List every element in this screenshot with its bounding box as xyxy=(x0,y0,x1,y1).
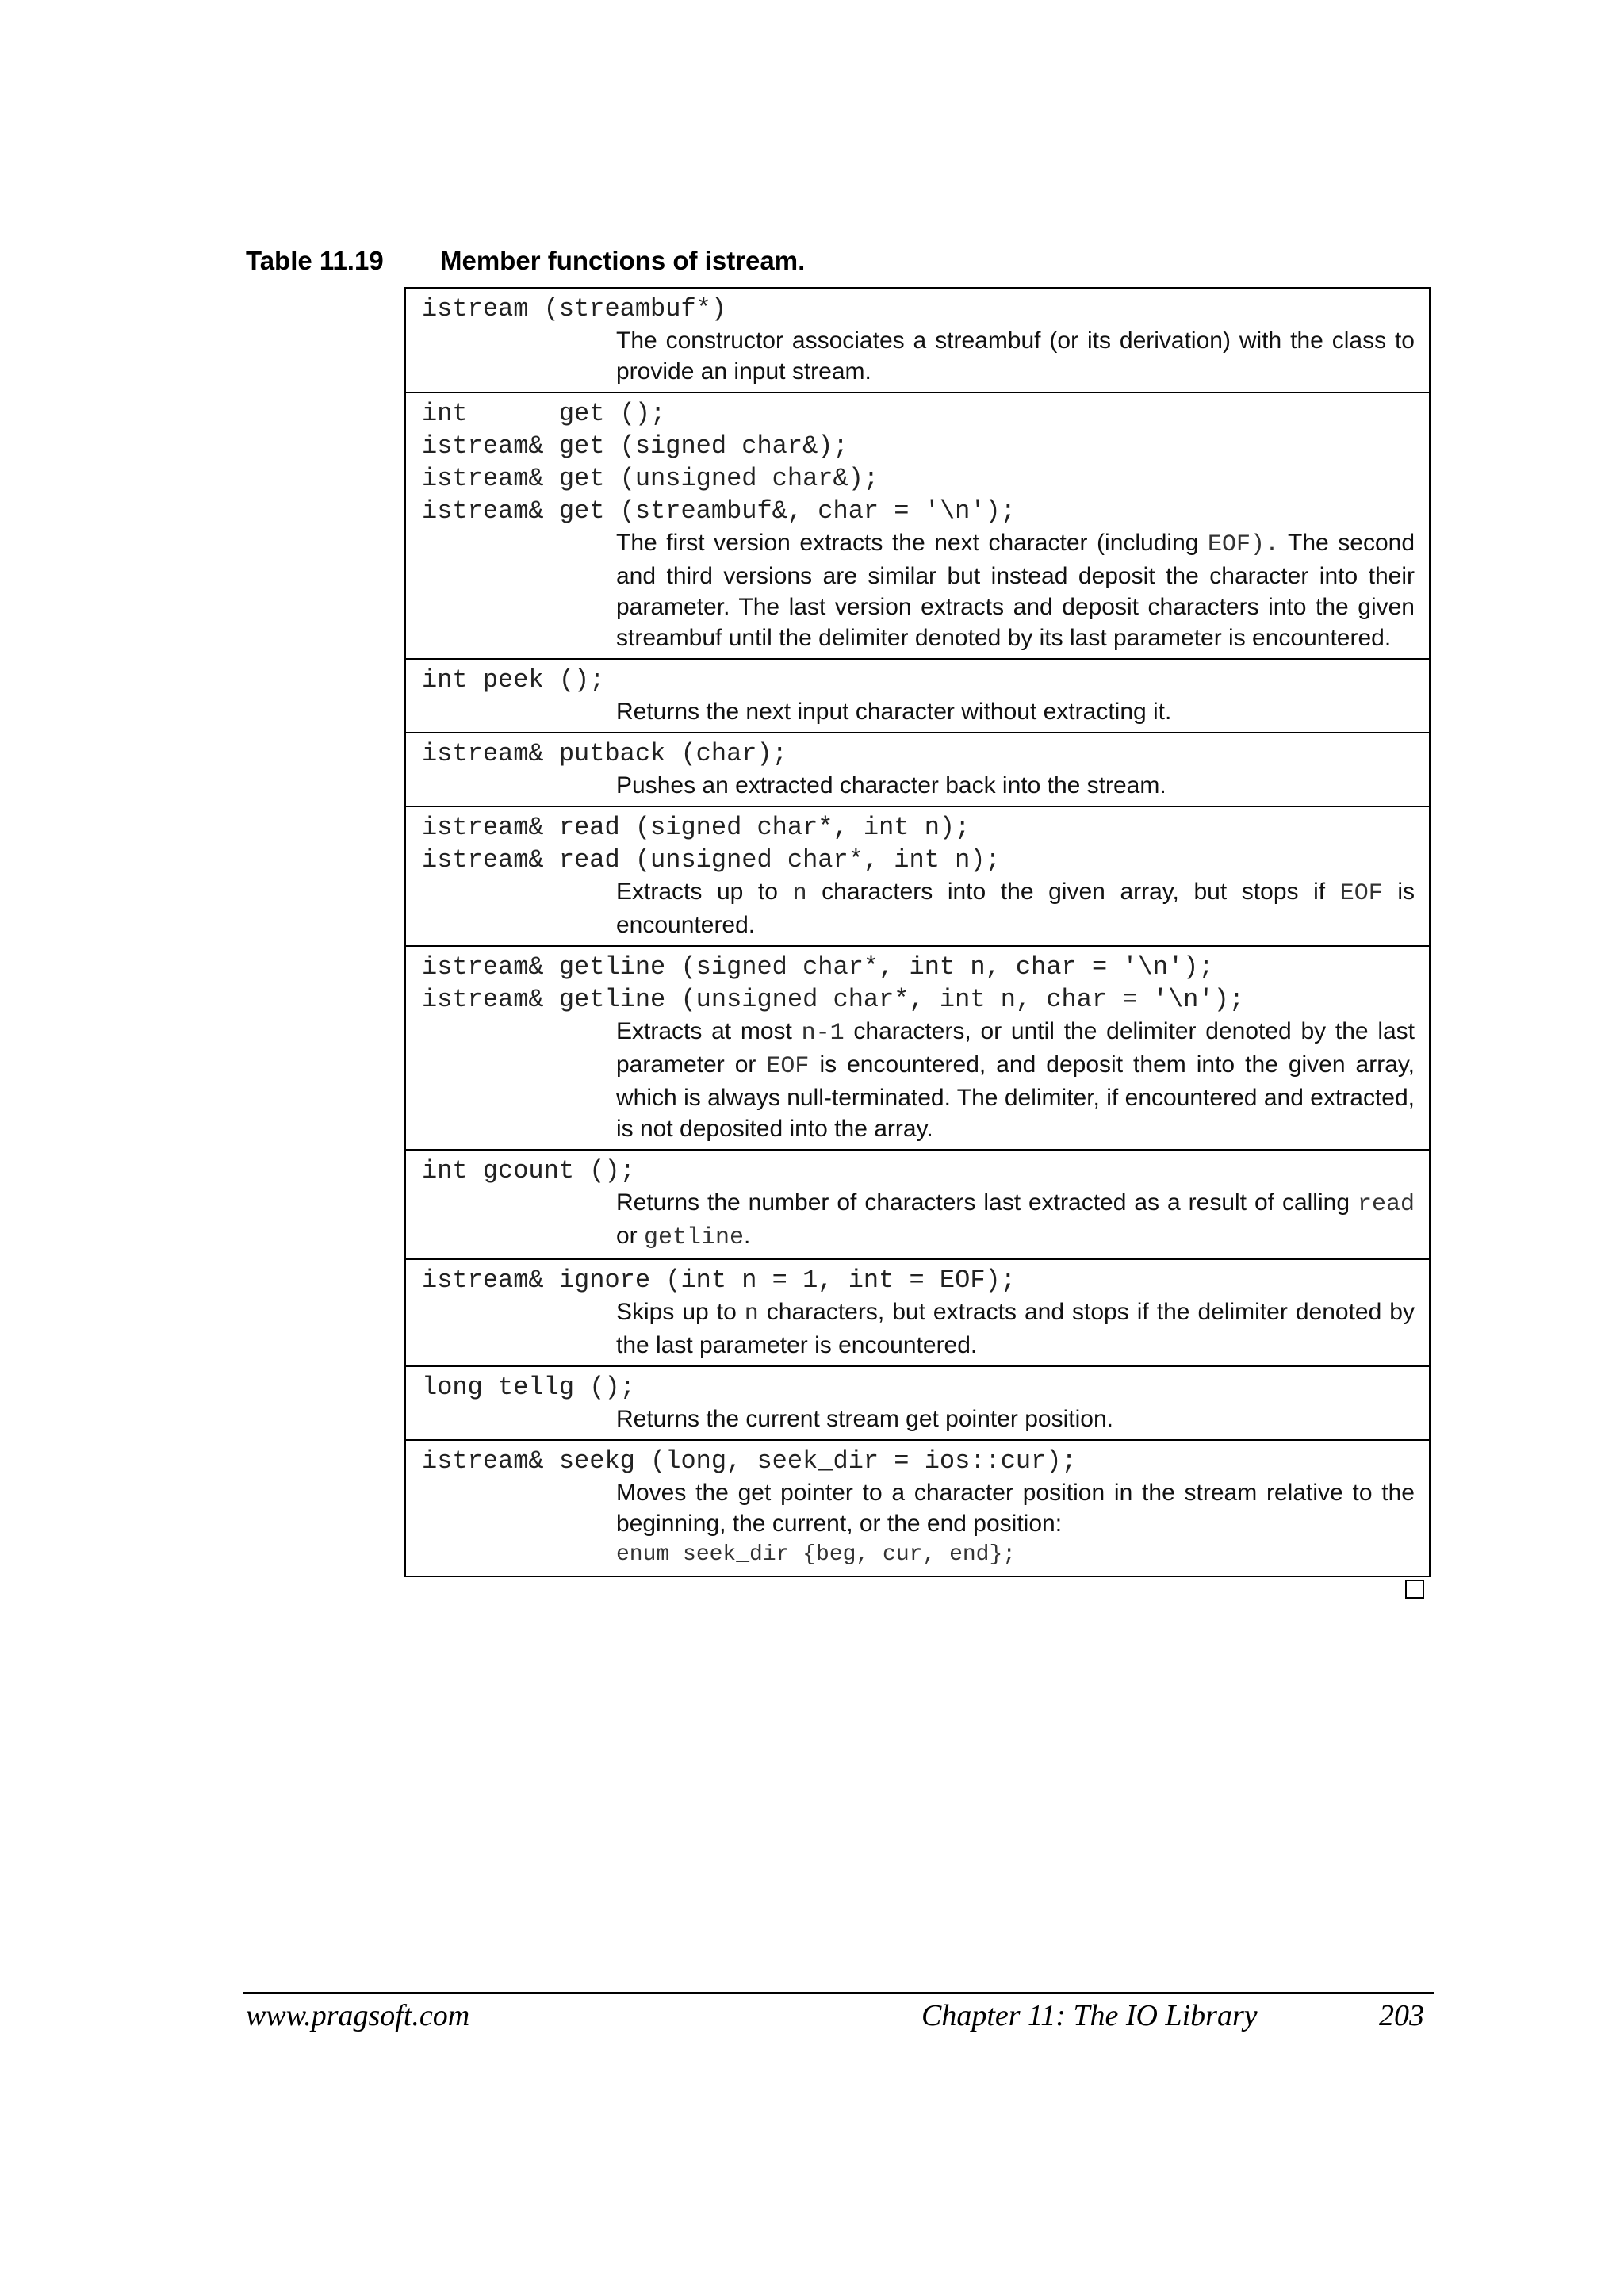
footer-divider xyxy=(243,1992,1434,1994)
code-example: enum seek_dir {beg, cur, end}; xyxy=(616,1542,1017,1567)
function-description: Pushes an extracted character back into the stream. xyxy=(616,772,1166,798)
desc-text: is encountered, and deposit them into the given array, which is always null-terminated. The delimiter, if encountered and extracted, is not deposited into the array. xyxy=(616,1051,1415,1142)
function-signature: istream& get (signed char&); xyxy=(422,431,848,461)
table-caption xyxy=(246,246,805,276)
table-row xyxy=(406,732,1429,806)
footer-chapter: Chapter 11: The IO Library xyxy=(921,1999,1258,2032)
inline-code: EOF). xyxy=(1208,531,1280,558)
function-signature: istream& getline (unsigned char*, int n, char = '\n'); xyxy=(422,985,1244,1014)
function-signature: istream (streambuf*) xyxy=(422,294,727,324)
desc-text: . xyxy=(744,1223,751,1249)
function-description xyxy=(616,1187,1415,1254)
function-description: Moves the get pointer to a character position in the stream relative to the beginning, the current, or the end position: xyxy=(616,1480,1415,1537)
desc-text: Returns the number of characters last extracted as a result of calling xyxy=(616,1189,1358,1216)
table-row xyxy=(406,392,1429,658)
end-of-section-marker xyxy=(1405,1580,1424,1599)
function-signature: int peek (); xyxy=(422,665,605,695)
inline-code: n xyxy=(792,880,807,907)
function-signature: istream& get (streambuf&, char = '\n'); xyxy=(422,496,1016,526)
desc-text: The first version extracts the next character (including xyxy=(616,530,1208,556)
inline-code: read xyxy=(1357,1191,1415,1218)
member-functions-table xyxy=(404,287,1431,1577)
function-signature: istream& putback (char); xyxy=(422,739,787,768)
table-row xyxy=(406,1149,1429,1258)
function-signature: istream& getline (signed char*, int n, char = '\n'); xyxy=(422,952,1214,982)
function-signature: istream& read (unsigned char*, int n); xyxy=(422,845,1001,875)
table-row xyxy=(406,1258,1429,1365)
inline-code: getline xyxy=(644,1224,745,1251)
table-row xyxy=(406,1439,1429,1576)
desc-text: The second and third versions are similar but instead deposit the character into their parameter. The last version extracts and deposit characters into the given streambuf until the delimiter denoted by its last parameter is encountered. xyxy=(616,530,1415,651)
function-description xyxy=(616,527,1415,653)
function-signature: istream& get (unsigned char&); xyxy=(422,464,879,493)
desc-text: Extracts up to xyxy=(616,879,793,905)
function-signature: istream& read (signed char*, int n); xyxy=(422,813,971,842)
function-description xyxy=(616,1016,1415,1144)
function-signature: int get (); xyxy=(422,399,666,428)
desc-text: Skips up to xyxy=(616,1299,745,1325)
function-signature: istream& ignore (int n = 1, int = EOF); xyxy=(422,1266,1016,1295)
function-description xyxy=(616,1296,1415,1361)
desc-text: Extracts at most xyxy=(616,1018,802,1044)
table-title: Member functions of istream. xyxy=(440,246,806,275)
desc-text: characters into the given array, but stops if xyxy=(806,879,1340,905)
desc-text: or xyxy=(616,1223,645,1249)
function-signature: int gcount (); xyxy=(422,1156,635,1185)
table-row xyxy=(406,945,1429,1149)
table-row xyxy=(406,289,1429,392)
desc-text: is encountered. xyxy=(616,879,1415,938)
table-row xyxy=(406,806,1429,945)
inline-code: EOF xyxy=(1339,880,1383,907)
inline-code: EOF xyxy=(766,1053,810,1080)
function-description: Returns the current stream get pointer position. xyxy=(616,1406,1113,1432)
function-description xyxy=(616,876,1415,940)
desc-text: characters, or until the delimiter denoted by the last parameter or xyxy=(616,1018,1415,1078)
inline-code: n xyxy=(744,1300,759,1327)
table-row xyxy=(406,658,1429,732)
desc-text: characters, but extracts and stops if the delimiter denoted by the last parameter is encountered. xyxy=(616,1299,1415,1358)
inline-code: n-1 xyxy=(801,1020,845,1047)
function-description: Returns the next input character without extracting it. xyxy=(616,699,1172,725)
function-signature: long tellg (); xyxy=(422,1373,635,1402)
footer-website: www.pragsoft.com xyxy=(246,1999,470,2032)
table-number: Table 11.19 xyxy=(246,246,384,275)
page-number: 203 xyxy=(1379,1999,1424,2032)
function-signature: istream& seekg (long, seek_dir = ios::cur); xyxy=(422,1446,1077,1476)
table-row xyxy=(406,1365,1429,1439)
function-description: The constructor associates a streambuf (or its derivation) with the class to provide an input stream. xyxy=(616,327,1415,385)
